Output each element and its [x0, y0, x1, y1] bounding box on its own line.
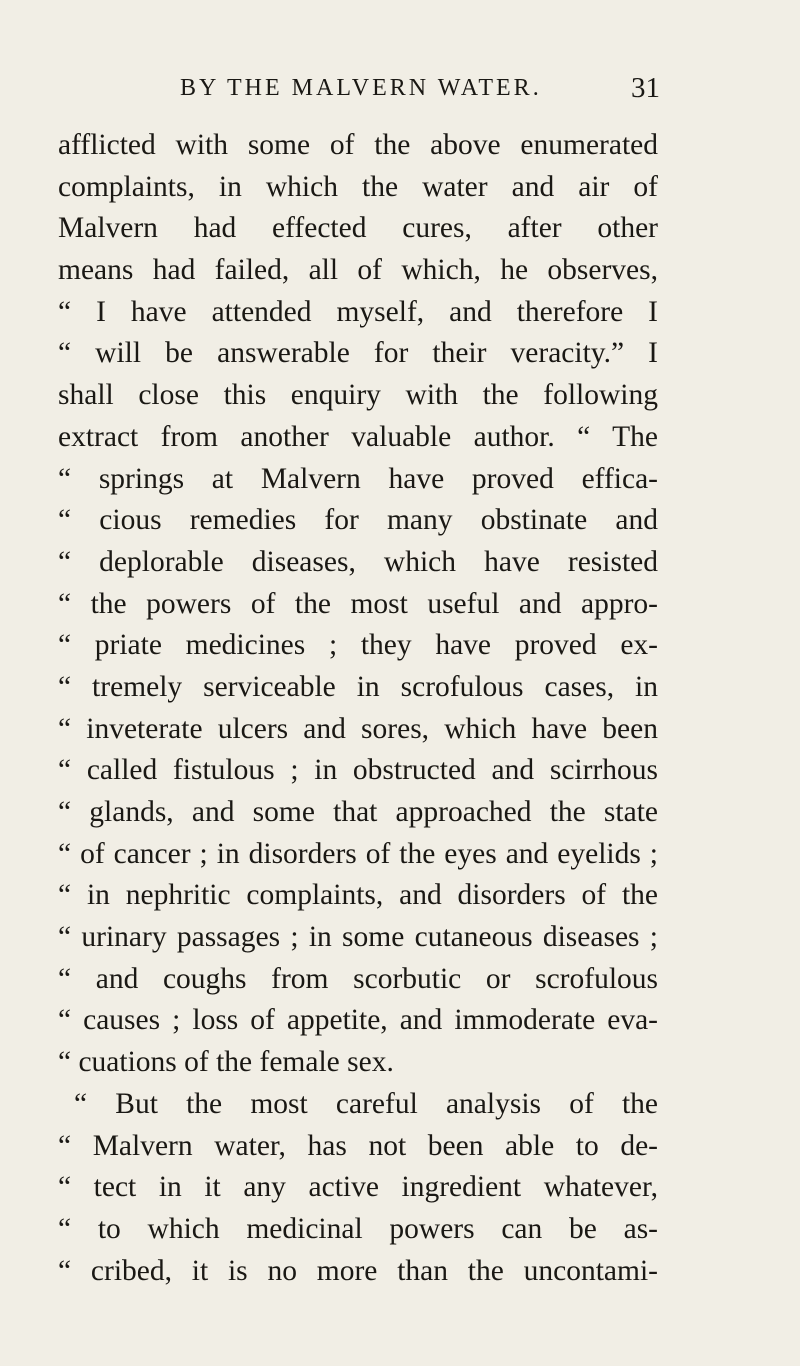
- text-line: “ springs at Malvern have proved effica-: [58, 462, 658, 495]
- text-line: “ cribed, it is no more than the uncontami-: [58, 1254, 658, 1287]
- text-line: “ called fistulous ; in obstructed and scirrhous: [58, 754, 658, 787]
- text-line: “ in nephritic complaints, and disorders of the: [58, 879, 658, 912]
- text-line: “ tremely serviceable in scrofulous cases, in: [58, 670, 658, 703]
- text-line: complaints, in which the water and air of: [58, 170, 658, 203]
- text-line: “ tect in it any active ingredient whatever,: [58, 1171, 658, 1204]
- text-line: “ inveterate ulcers and sores, which have been: [58, 712, 658, 745]
- text-line: “ the powers of the most useful and appro-: [58, 587, 658, 620]
- running-head: [0, 72, 660, 104]
- text-line: “ causes ; loss of appetite, and immoderate eva-: [58, 1004, 658, 1037]
- text-line: Malvern had effected cures, after other: [58, 212, 658, 245]
- text-line: “ will be answerable for their veracity.” I: [58, 337, 658, 370]
- text-line: “ to which medicinal powers can be as-: [58, 1212, 658, 1245]
- text-line: afflicted with some of the above enumerated: [58, 129, 658, 161]
- text-line: “ of cancer ; in disorders of the eyes and eyelids ;: [58, 837, 658, 870]
- running-title: BY THE MALVERN WATER.: [180, 75, 542, 101]
- text-line: “ cuations of the female sex.: [58, 1046, 394, 1079]
- text-line: “ and coughs from scorbutic or scrofulous: [58, 962, 658, 995]
- page-number: 31: [631, 72, 660, 104]
- text-line: means had failed, all of which, he observes,: [58, 254, 658, 287]
- text-line: “ But the most careful analysis of the: [74, 1087, 658, 1120]
- text-line: shall close this enquiry with the following: [58, 379, 658, 412]
- text-line: “ glands, and some that approached the state: [58, 796, 658, 828]
- text-line: “ Malvern water, has not been able to de-: [58, 1129, 658, 1162]
- text-line: “ I have attended myself, and therefore I: [58, 295, 658, 328]
- text-line: “ cious remedies for many obstinate and: [58, 504, 658, 537]
- text-line: extract from another valuable author. “ The: [58, 420, 658, 453]
- text-line: “ urinary passages ; in some cutaneous diseases ;: [58, 921, 658, 954]
- body-text: [58, 125, 658, 1292]
- text-line: “ deplorable diseases, which have resisted: [58, 545, 658, 578]
- text-line: “ priate medicines ; they have proved ex-: [58, 629, 658, 662]
